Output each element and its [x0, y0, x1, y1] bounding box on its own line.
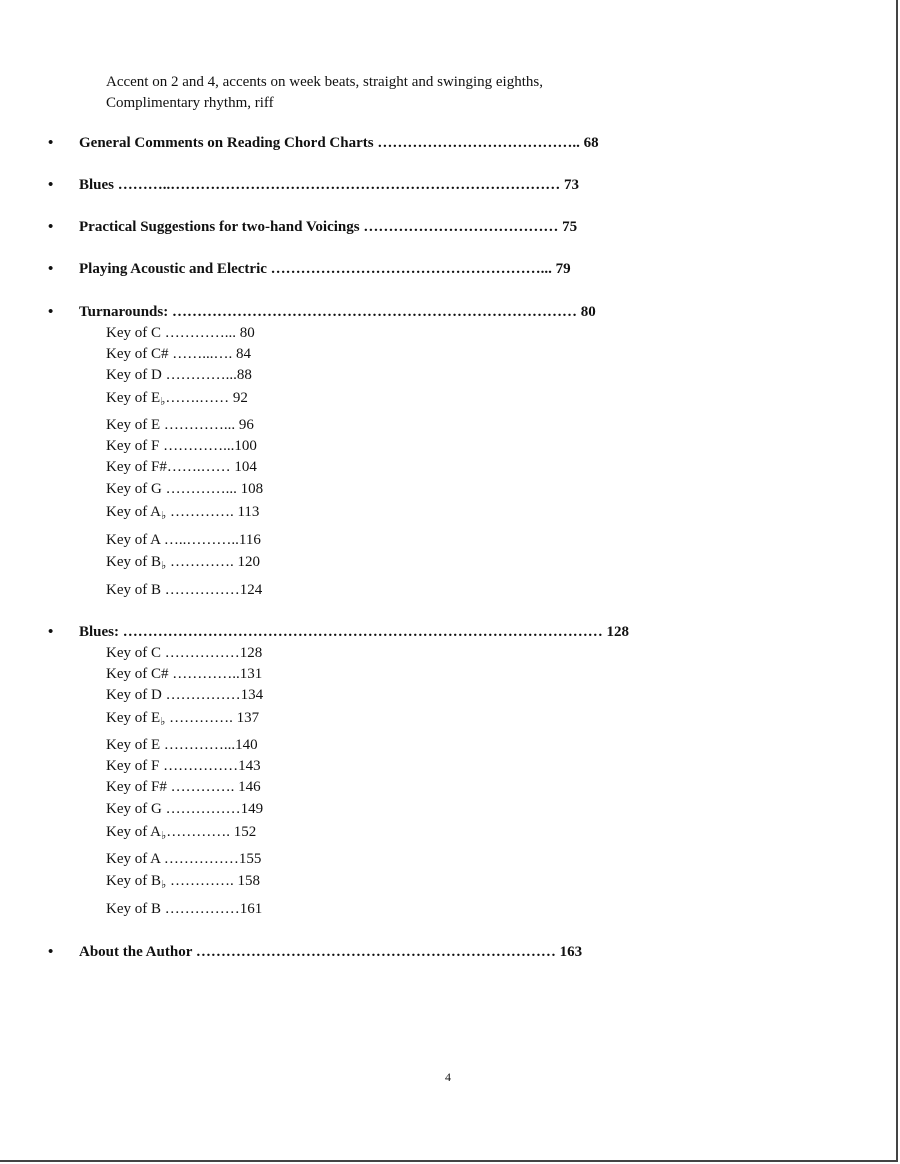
toc-entry-text: Turnarounds: ……………………………………………………………………… 80: [79, 304, 596, 320]
turnaround-key-entry: Key of D …………...88: [106, 367, 252, 383]
turnaround-key-entry: Key of F#…….…… 104: [106, 459, 257, 475]
toc-entry-reading-chord-charts: [48, 135, 599, 152]
bullet-icon: •: [48, 261, 54, 277]
toc-entry-blues-section: [48, 177, 579, 194]
flat-symbol: ♭: [160, 396, 166, 408]
intro-paragraph: [106, 72, 543, 114]
turnaround-key-entry: Key of E …………... 96: [106, 417, 254, 433]
page-number: 4: [445, 1070, 451, 1084]
toc-entry-text: Blues ………..…………………………………………………………………… 73: [79, 177, 580, 193]
blues-key-entry: Key of B ……………161: [106, 901, 263, 917]
toc-entry-text: Blues: …………………………………………………………………………………… 128: [79, 624, 630, 640]
blues-key-entry: Key of G ……………149: [106, 801, 264, 817]
blues-key-entry: Key of D ……………134: [106, 687, 264, 703]
bullet-icon: •: [48, 177, 54, 193]
toc-entry-text: General Comments on Reading Chord Charts ………………………………….. 68: [79, 135, 599, 151]
blues-key-entry: Key of A ……………155: [106, 851, 262, 867]
toc-entry-two-hand-voicings: [48, 219, 577, 236]
bullet-icon: •: [48, 304, 54, 320]
intro-line-2: Complimentary rhythm, riff: [106, 95, 274, 111]
toc-entry-acoustic-electric: [48, 261, 571, 278]
flat-symbol: ♭: [160, 716, 166, 728]
toc-entry-turnarounds: [48, 304, 596, 321]
blues-key-entry: Key of F# …………. 146: [106, 779, 261, 795]
toc-entry-blues-keys: [48, 624, 629, 641]
turnaround-key-entry: Key of $A_♭$ …………. 113: [106, 504, 260, 522]
blues-key-entry: Key of C ……………128: [106, 645, 263, 661]
blues-key-entry: Key of $A_♭\dots\dots\dots\dots$. 152: [106, 824, 257, 842]
toc-entry-about-author: [48, 944, 582, 961]
intro-line-1: Accent on 2 and 4, accents on week beats, straight and swinging eighths,: [106, 74, 543, 90]
blues-key-entry: Key of F ……………143: [106, 758, 261, 774]
turnaround-key-entry: Key of A …..………..116: [106, 532, 261, 548]
flat-symbol: ♭: [161, 560, 167, 572]
turnaround-key-entry: Key of $B_♭$ …………. 120: [106, 554, 260, 572]
toc-entry-text: About the Author ……………………………………………………………… 163: [79, 944, 583, 960]
flat-symbol: ♭: [161, 510, 167, 522]
bullet-icon: •: [48, 219, 54, 235]
turnaround-key-entry: Key of C …………... 80: [106, 325, 255, 341]
flat-symbol: ♭: [161, 879, 167, 891]
turnaround-key-entry: Key of $E_♭\dots\dots.\dots\dots$ 92: [106, 390, 248, 408]
toc-entry-text: Playing Acoustic and Electric ………………………………………………... 79: [79, 261, 571, 277]
turnaround-key-entry: Key of C# ……...…. 84: [106, 346, 251, 362]
bullet-icon: •: [48, 944, 54, 960]
bullet-icon: •: [48, 135, 54, 151]
blues-key-entry: Key of $B_♭$ …………. 158: [106, 873, 260, 891]
bullet-icon: •: [48, 624, 54, 640]
turnaround-key-entry: Key of G …………... 108: [106, 481, 264, 497]
turnaround-key-entry: Key of B ……………124: [106, 582, 263, 598]
blues-key-entry: Key of C# …………..131: [106, 666, 263, 682]
blues-key-entry: Key of E …………...140: [106, 737, 258, 753]
toc-entry-text: Practical Suggestions for two-hand Voicings ………………………………… 75: [79, 219, 578, 235]
blues-key-entry: Key of $E_♭$ …………. 137: [106, 710, 260, 728]
turnaround-key-entry: Key of F …………...100: [106, 438, 257, 454]
flat-symbol: ♭: [161, 830, 167, 842]
